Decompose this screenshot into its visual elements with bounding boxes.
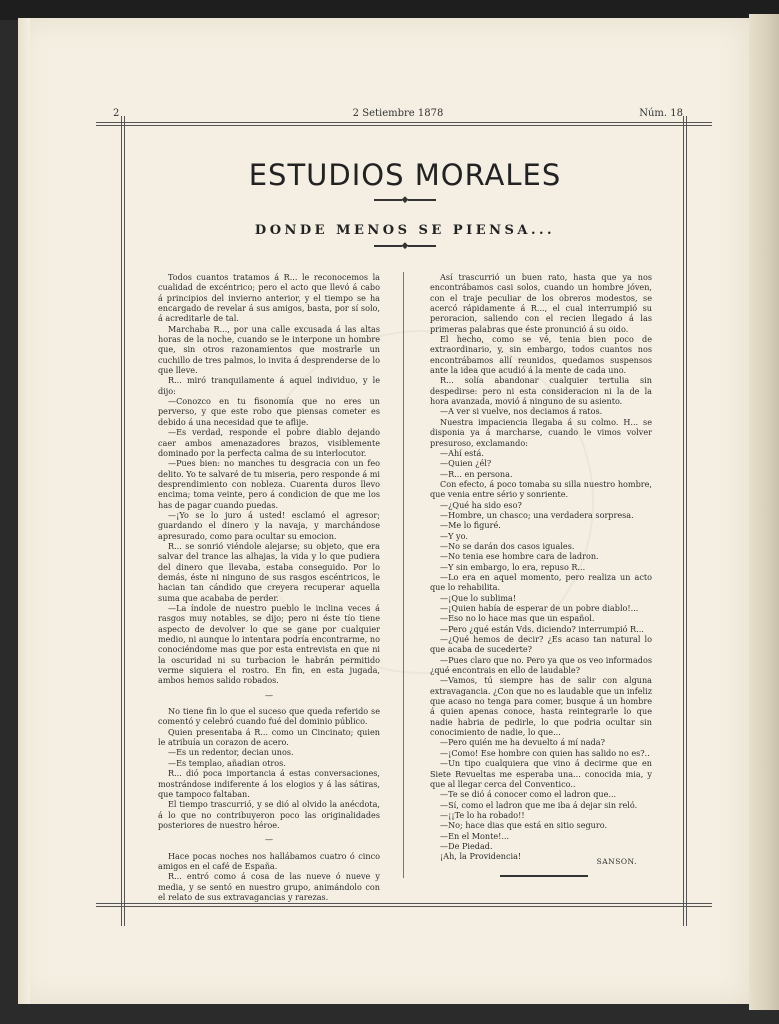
paragraph: —Es templao, añadian otros. — [168, 757, 286, 768]
paragraph: Nuestra impaciencia llegaba á su colmo. H... se disponia ya á marcharse, cuando le vimos volver presuroso, exclamando: — [430, 416, 652, 448]
article-column-right — [430, 272, 652, 862]
author-signature: SANSON. — [596, 857, 637, 866]
paragraph: Hace pocas noches nos hallábamos cuatro ó cinco amigos en el café de España. — [158, 850, 380, 871]
title-ornament: ◆ — [360, 196, 450, 204]
paragraph: Quien presentaba á R... como un Cincinato; quien le atribuía un corazon de acero. — [158, 726, 380, 748]
paragraph: —No; hace dias que está en sitio seguro. — [440, 820, 608, 831]
article-section-title: ESTUDIOS MORALES — [248, 158, 562, 192]
paragraph: R... solía abandonar cualquier tertulia sin despedirse: pero ni esta consideracion ni la de la hora avanzada, movió á ninguno de su asiento. — [430, 375, 652, 407]
paragraph: —¿Qué ha sido eso? — [440, 499, 522, 510]
paragraph: El hecho, como se vé, tenia bien poco de extraordinario, y, sin embargo, todos cuantos nos encontrábamos allí reunidos, quedamos suspensos ante la idea que acudió á la mente de cada uno. — [430, 334, 652, 376]
headline-ornament: ◆ — [360, 242, 450, 250]
paragraph: —¡Como! Ese hombre con quien has salido no es?.. — [440, 747, 650, 758]
paragraph: Así trascurrió un buen rato, hasta que ya nos encontrábamos casi solos, cuando un hombre jóven, con el traje peculiar de los obreros modestos, se acercó rápidamente á R..., el cual interrumpió su peroracion, saliendo con el recien llegado á las primeras palabras que éste pronunció á su oido. — [430, 272, 652, 334]
paragraph: —En el Monte!... — [440, 830, 510, 841]
paragraph: —Un tipo cualquiera que vino á decirme que en Siete Revueltas me esperaba una... conocida mia, y que al llegar cerca del Conventico.. — [430, 758, 652, 789]
page-number: 2 — [113, 108, 120, 119]
article-end-rule — [500, 875, 588, 877]
paragraph: Marchaba R..., por una calle excusada á las altas horas de la noche, cuando se le interpone un hombre que, sin otros razonamientos que mostrarle un cuchillo de tres palmos, lo invita á desprenderse de lo que lleve. — [158, 323, 380, 376]
paragraph: Con efecto, á poco tomaba su silla nuestro hombre, que venia entre sério y sonriente. — [430, 478, 652, 500]
paragraph: —No se darán dos casos iguales. — [440, 540, 575, 551]
paragraph: —De Piedad. — [440, 840, 493, 851]
paragraph: ¡Ah, la Providencia! — [440, 851, 522, 862]
left-border-rule-double — [124, 116, 125, 926]
paragraph: R... entró como á cosa de las nueve ó nueve y media, y se sentó en nuestro grupo, animándolo con el relato de sus extravagancias y rarezas. — [158, 871, 380, 902]
paragraph: R... miró tranquilamente á aquel individuo, y le dijo: — [158, 375, 380, 396]
paragraph: El tiempo trascurrió, y se dió al olvido la anécdota, á lo que no contribuyeron poco las originalidades posteriores de nuestro héroe. — [158, 799, 380, 830]
paragraph: —¿Qué hemos de decir? ¿Es acaso tan natural lo que acaba de sucederte? — [430, 634, 652, 655]
article-headline: DONDE MENOS SE PIENSA... — [254, 223, 556, 238]
header-rule — [96, 122, 712, 123]
issue-number: Núm. 18 — [639, 108, 683, 119]
paragraph: —Y yo. — [440, 530, 468, 541]
paragraph: —¡Que lo sublima! — [440, 592, 517, 603]
paragraph: —Quien ¿él? — [440, 458, 492, 469]
paragraph: —Sí, como el ladron que me iba á dejar sin reló. — [440, 799, 638, 810]
paragraph: —Es verdad, responde el pobre diablo dejando caer ambos amenazadores brazos, visiblemente dominado por la perfecta calma de su interlocutor. — [158, 427, 380, 458]
paragraph: —Me lo figuré. — [440, 520, 501, 531]
paragraph: —Pero quién me ha devuelto á mí nada? — [440, 737, 605, 748]
paragraph: —Lo era en aquel momento, pero realiza un acto que lo rehabilita. — [430, 571, 652, 593]
footer-rule — [96, 903, 712, 904]
next-page-edge — [749, 14, 779, 1010]
paragraph: —Pero ¿qué están Vds. diciendo? interrumpió R... — [440, 623, 644, 634]
section-separator: — — [264, 689, 274, 700]
right-border-rule-double — [686, 116, 687, 926]
paragraph: —No tenia ese hombre cara de ladron. — [440, 551, 599, 562]
right-border-rule — [683, 116, 684, 926]
paragraph: —¡Yo se lo juro á usted! esclamó el agresor; guardando el dinero y la navaja, y marchándose apresurado, como para ocultar su emocion. — [158, 509, 380, 541]
issue-date: 2 Setiembre 1878 — [352, 108, 444, 119]
paragraph: —Es un redentor, decian unos. — [168, 747, 294, 758]
paragraph: —Conozco en tu fisonomía que no eres un perverso, y que este robo que piensas cometer es debido á una necesidad que te aflije. — [158, 396, 380, 427]
paragraph: —Y sin embargo, lo era, repuso R... — [440, 561, 586, 572]
footer-rule-double — [96, 906, 712, 907]
paragraph: No tiene fin lo que el suceso que queda referido se comentó y celebró cuando fué del dominio público. — [158, 706, 380, 727]
paragraph: —Ahí está. — [440, 447, 484, 458]
paragraph: —Te se dió á conocer como el ladron que... — [440, 789, 617, 800]
paragraph: —¡Quien había de esperar de un pobre diablo!... — [440, 603, 639, 613]
paragraph: Todos cuantos tratamos á R... le reconocemos la cualidad de excéntrico; pero el acto que llevó á cabo á principios del invierno anterior, y el tiempo se ha encargado de revelar á sus amigos, basta, por sí solo, á acreditarle de tal. — [158, 272, 380, 324]
article-column-left — [158, 272, 380, 902]
paragraph: —La índole de nuestro pueblo le inclina veces á rasgos muy notables, se dijo; pero ni éste tío tiene aspecto de devolver lo que se gane por cualquier medio, ni aunque lo intentara podría encontrarme, no conociéndome mas que por esta entrevista en que ni la oscuridad ni su turbacion le habrán permitido verme siquiera el rostro. En fin, en esta jugada, ambos hemos salido robados. — [158, 603, 380, 686]
left-border-rule — [121, 116, 122, 926]
column-divider — [403, 272, 404, 878]
paragraph: —A ver si vuelve, nos deciamos á ratos. — [440, 406, 603, 417]
paragraph: R... se sonrió viéndole alejarse; su objeto, que era salvar del trance las alhajas, la vida y lo que pudiera del dinero que llevaba, estaba conseguido. Por lo demás, éste ni ninguno de sus rasgos escéntricos, le hacian tan cándido que creyera recuperar aquella suma que acababa de perder. — [158, 540, 380, 603]
page-header — [113, 108, 683, 120]
paragraph: —R... en persona. — [440, 468, 513, 479]
paragraph: —Eso no lo hace mas que un español. — [440, 613, 595, 624]
paragraph: —Vamos, tú siempre has de salir con alguna extravagancia. ¿Con que no es laudable que un infeliz que acaso no tenga para comer, busque á un hombre á quien apenas conoce, hasta reintegrarle lo que nadie habria de pedirle, lo que podria ocultar sin conocimiento de nadie, lo que... — [430, 675, 652, 738]
paragraph: —Pues claro que no. Pero ya que os veo informados ¿qué encontrais en ello de laudable? — [430, 654, 652, 676]
paragraph: —Hombre, un chasco; una verdadera sorpresa. — [440, 509, 634, 520]
paragraph: R... dió poca importancia á estas conversaciones, mostrándose indiferente á los elogios y á las sátiras, que tampoco faltaban. — [158, 768, 380, 799]
paragraph: —¡¡Te lo ha robado!! — [440, 809, 525, 820]
header-rule-double — [96, 125, 712, 126]
paragraph: —Pues bien: no manches tu desgracia con un feo delito. Yo te salvaré de tu miseria, pero responde á mi desprendimiento con nobleza. Cuarenta duros llevo encima; toma veinte, pero á condicion de que me los has de pagar cuando puedas. — [158, 458, 380, 510]
scanner-background — [0, 0, 779, 20]
section-separator: — — [264, 834, 274, 845]
